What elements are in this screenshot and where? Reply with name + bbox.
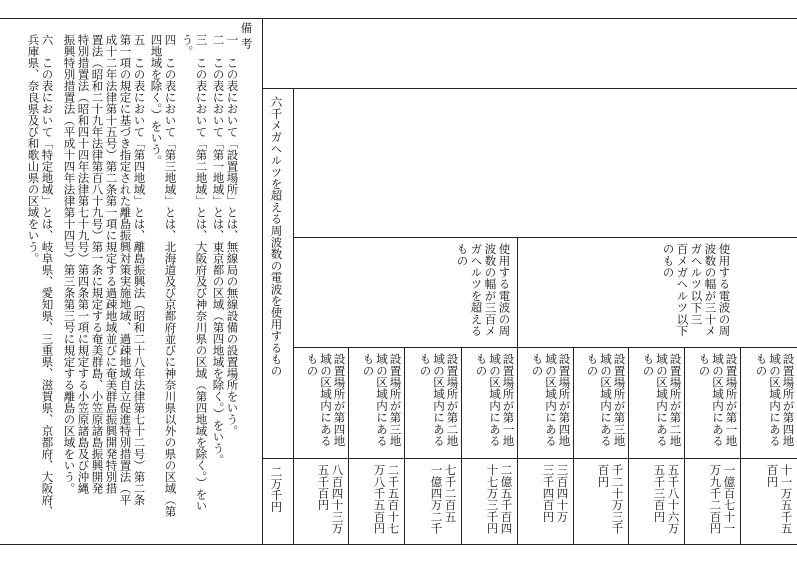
- location-text: 域の区域内にある: [655, 353, 669, 447]
- location-text: 設置場所が第三地: [612, 353, 627, 447]
- fee-value: 万九千二百円: [708, 464, 723, 535]
- fee-value: 二億五千百四: [499, 464, 514, 535]
- location-text: 設置場所が第四地: [332, 353, 347, 447]
- location-text: 域の区域内にある: [488, 353, 502, 447]
- note-line: 第一項の規定に基づき指定された離島振興対策実施地域、過疎地域自立促進特別措置法（平: [118, 34, 133, 506]
- col-div-7: [740, 347, 741, 544]
- location-text: もの: [361, 353, 376, 377]
- location-text: もの: [474, 353, 489, 377]
- top-border: [0, 18, 797, 19]
- fee-value: 万八千五百円: [372, 464, 387, 535]
- band-1-line-1: 使用する電波の周: [497, 243, 512, 337]
- note-line: 五 この表において「第四地域」とは、離島振興法（昭和二十八年法律第七十二号）第二条: [132, 34, 147, 506]
- location-text: もの: [754, 353, 769, 377]
- location-text: 設置場所が第四地: [557, 353, 572, 447]
- location-text: 域の区域内にある: [599, 353, 613, 447]
- location-text: 設置場所が第三地: [388, 353, 403, 447]
- location-text: 設置場所が第二地: [445, 353, 460, 447]
- header-line-4: [262, 458, 797, 459]
- location-text: もの: [641, 353, 656, 377]
- fee-value: 三千四百円: [541, 464, 556, 523]
- location-text: もの: [418, 353, 433, 377]
- location-text: 設置場所が第四地: [781, 353, 796, 447]
- location-text: もの: [697, 353, 712, 377]
- first-value: 二万千円: [269, 466, 284, 513]
- location-text: 域の区域内にある: [711, 353, 725, 447]
- fee-value: 一億四万二千: [429, 464, 444, 535]
- fee-value: 千二十万三千: [610, 464, 625, 535]
- note-line: 六 この表において「特定地域」とは、岐阜県、愛知県、三重県、滋賀県、京都府、大阪府、: [40, 34, 55, 517]
- note-line: 三 この表において「第二地域」とは、大阪府及び神奈川県の区域（第四地域を除く。）をい: [194, 34, 209, 512]
- fee-value: 十七万三千円: [485, 464, 500, 535]
- fee-value: 五千百円: [316, 464, 331, 511]
- location-text: 設置場所が第一地: [724, 353, 739, 447]
- note-line: 置法（昭和二十九年法律第百八十九号）第一条に規定する奄美群島、小笠原諸島振興開発: [90, 34, 105, 494]
- fee-value: 八百四十三万: [330, 464, 345, 535]
- bottom-border: [0, 544, 797, 545]
- fee-value: 一億百七十一: [722, 464, 737, 535]
- location-text: 設置場所が第一地: [501, 353, 516, 447]
- note-line: う。: [180, 34, 195, 57]
- band-divider: [517, 237, 518, 544]
- note-line: 成十二年法律第十五号）第二条第一項に規定する過疎地域並びに奄美群島振興開発特別措: [104, 34, 119, 494]
- note-line: 一 この表において「設置場所」とは、無線局の無線設備の設置場所をいう。: [225, 34, 240, 437]
- fee-value: 百円: [596, 464, 611, 488]
- header-line-2: [293, 237, 797, 238]
- location-text: 設置場所が第二地: [668, 353, 683, 447]
- header-line-1: [262, 88, 797, 89]
- col-div-6: [684, 347, 685, 544]
- note-line: 特別措置法（昭和四十四年法律第七十九号）第四条第一項に規定する小笠原諸島及び沖縄: [76, 34, 91, 494]
- band-1-line-2: 波数の幅が三百メ: [483, 243, 498, 337]
- band-1-line-4: もの: [455, 243, 470, 267]
- location-text: 域の区域内にある: [768, 353, 782, 447]
- note-line: 四地域を除く。）をいう。: [149, 34, 164, 167]
- location-text: 域の区域内にある: [375, 353, 389, 447]
- location-text: 域の区域内にある: [544, 353, 558, 447]
- band-2-line-4: 百メガヘルツ以下: [675, 243, 690, 337]
- note-line: 兵庫県、奈良県及び和歌山県の区域をいう。: [26, 34, 41, 264]
- fee-value: 七千二百五: [443, 464, 458, 523]
- fee-value: 二千五百十七: [386, 464, 401, 535]
- location-text: 域の区域内にある: [432, 353, 446, 447]
- label-divider: [293, 88, 294, 544]
- notes-divider: [262, 18, 263, 544]
- location-text: もの: [305, 353, 320, 377]
- fee-value: 三百四十万: [555, 464, 570, 523]
- col-div-2: [404, 347, 405, 544]
- fee-value: 五千八十六万: [666, 464, 681, 535]
- band-2-line-2: 波数の幅が三十メ: [703, 243, 718, 337]
- band-2-line-5: のもの: [661, 243, 676, 279]
- col-div-4: [573, 347, 574, 544]
- note-line: 振興特別措置法（平成十四年法律第十四号）第三条第三号に規定する離島の区域をいう。: [62, 34, 77, 494]
- col-div-5: [628, 347, 629, 544]
- band-2-line-3: ガヘルツ以下三: [689, 243, 704, 325]
- fee-value: 十一万五千五: [779, 464, 794, 535]
- note-line: 二 この表において「第一地域」とは、東京都の区域（第四地域を除く。）をいう。: [211, 34, 226, 466]
- fee-value: 五千三百円: [652, 464, 667, 523]
- main-label: 六千メガヘルツを超える周波数の電波を使用するもの: [269, 96, 284, 377]
- header-line-3: [293, 347, 797, 348]
- fee-value: 百円: [765, 464, 780, 488]
- note-line: 四 この表において「第三地域」とは、北海道及び京都府並びに神奈川県以外の県の区域（第: [163, 34, 178, 517]
- col-div-3: [461, 347, 462, 544]
- col-div-1: [348, 347, 349, 544]
- location-text: もの: [530, 353, 545, 377]
- band-1-line-3: ガヘルツを超える: [469, 243, 484, 337]
- location-text: 域の区域内にある: [319, 353, 333, 447]
- band-2-line-1: 使用する電波の周: [717, 243, 732, 337]
- location-text: もの: [585, 353, 600, 377]
- notes-title: 備考: [239, 22, 254, 53]
